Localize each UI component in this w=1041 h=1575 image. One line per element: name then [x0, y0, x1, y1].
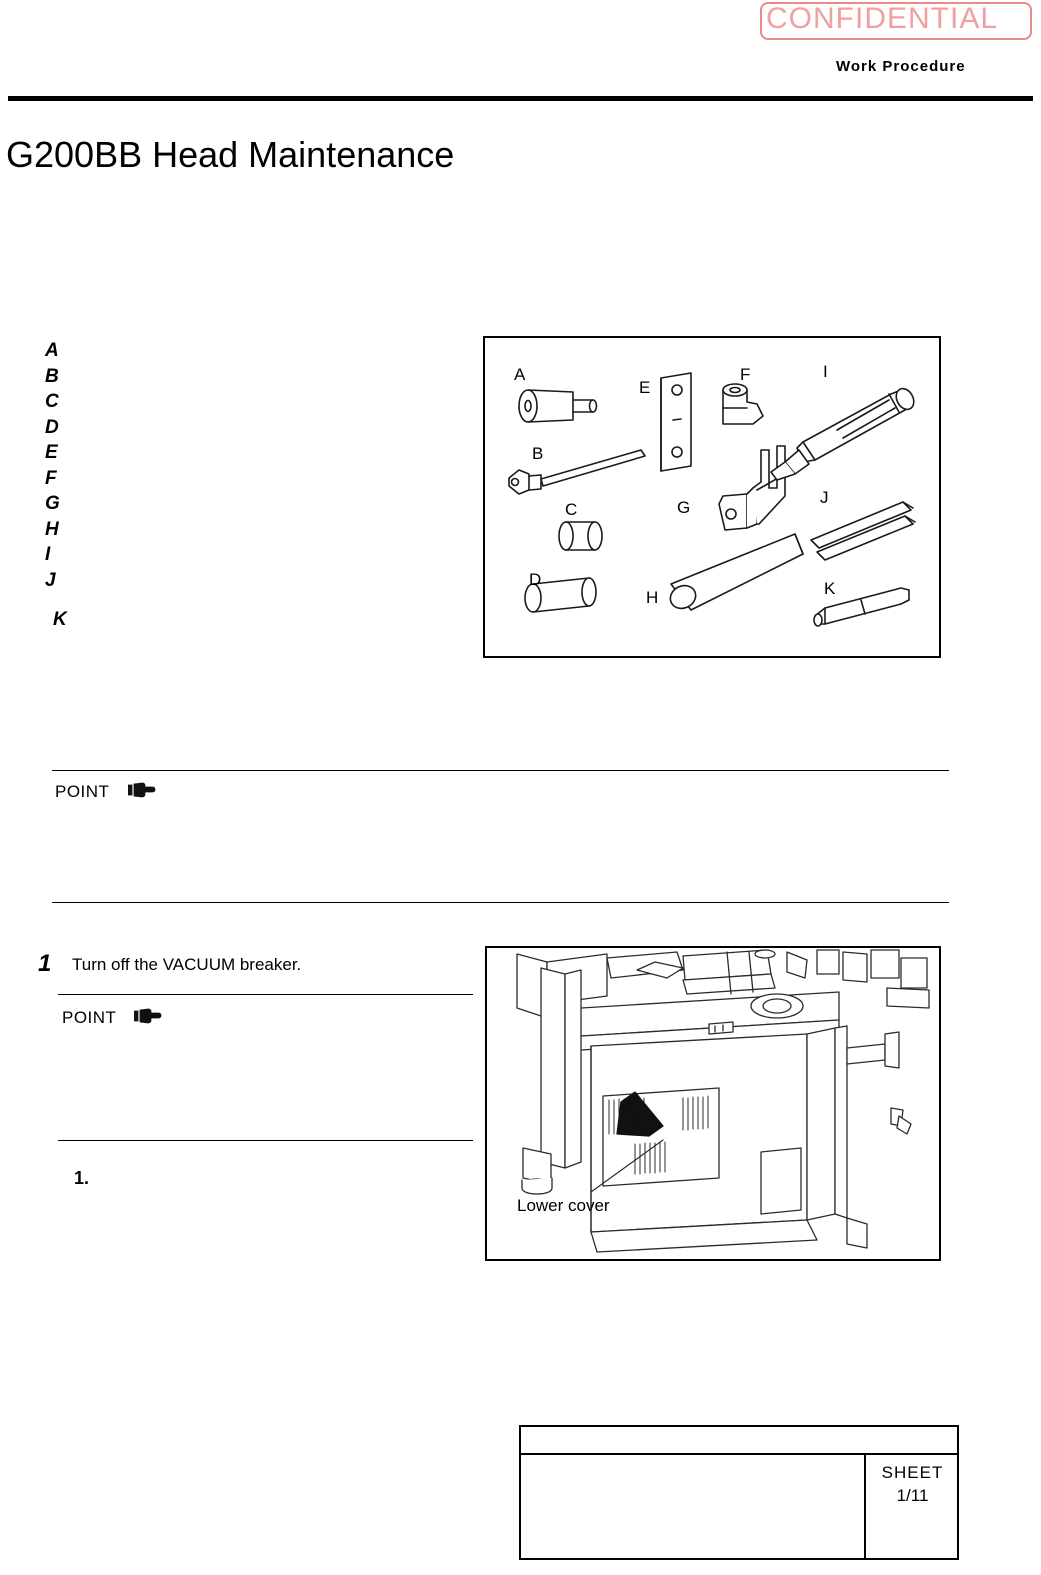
substep-number: 1. [74, 1168, 90, 1188]
tool-list-item: G [45, 493, 60, 514]
pointing-hand-icon [128, 780, 154, 798]
point-block-top-rule [52, 770, 949, 771]
lower-cover-callout: Lower cover [517, 1196, 610, 1215]
tool-label-k: K [824, 579, 836, 598]
confidential-stamp-text: CONFIDENTIAL [766, 2, 999, 35]
tool-label-j: J [820, 488, 829, 507]
tool-label-e: E [639, 378, 651, 397]
tool-list [45, 338, 67, 633]
tool-list-item: H [45, 518, 59, 540]
step-point-rule-top [58, 994, 473, 995]
point-block-top-label: POINT [55, 782, 110, 801]
step-point-label: POINT [62, 1008, 117, 1027]
tool-list-item: A [45, 340, 59, 361]
confidential-stamp-border [760, 2, 1032, 40]
machine-illustration [485, 946, 941, 1261]
footer-left-cell [521, 1455, 866, 1558]
tool-list-item: C [45, 391, 59, 412]
step-instruction: Turn off the VACUUM breaker. [72, 955, 302, 974]
sheet-value: 1/11 [896, 1486, 929, 1505]
tool-label-b: B [532, 444, 544, 463]
tool-list-item: I [45, 544, 51, 565]
page-title: G200BB Head Maintenance [6, 134, 455, 175]
document-type-label: Work Procedure [836, 58, 966, 75]
tool-list-item: J [45, 569, 56, 591]
tool-list-spacer [45, 593, 67, 607]
tool-label-i: I [823, 362, 828, 381]
tool-list-item: E [45, 442, 58, 463]
tool-label-d: D [529, 570, 542, 589]
header-divider [8, 96, 1033, 101]
step-point-rule-bottom [58, 1140, 473, 1141]
tool-label-h: H [646, 588, 659, 607]
tool-list-item: F [45, 467, 57, 489]
footer-top-row [521, 1427, 957, 1455]
footer-table [519, 1425, 959, 1560]
sheet-label: SHEET [881, 1463, 944, 1482]
tool-label-f: F [740, 365, 751, 384]
tool-list-item: B [45, 365, 59, 387]
footer-sheet-cell [868, 1455, 957, 1558]
step-number: 1 [38, 950, 52, 977]
tool-label-c: C [565, 500, 578, 519]
tools-illustration [483, 336, 941, 658]
tool-list-item: K [53, 609, 67, 630]
tool-label-a: A [514, 365, 526, 384]
pointing-hand-icon [134, 1006, 160, 1024]
tools-drawing [485, 338, 939, 656]
tool-list-item: D [45, 416, 59, 438]
tool-label-g: G [677, 498, 691, 517]
point-block-top-rule-bottom [52, 902, 949, 903]
